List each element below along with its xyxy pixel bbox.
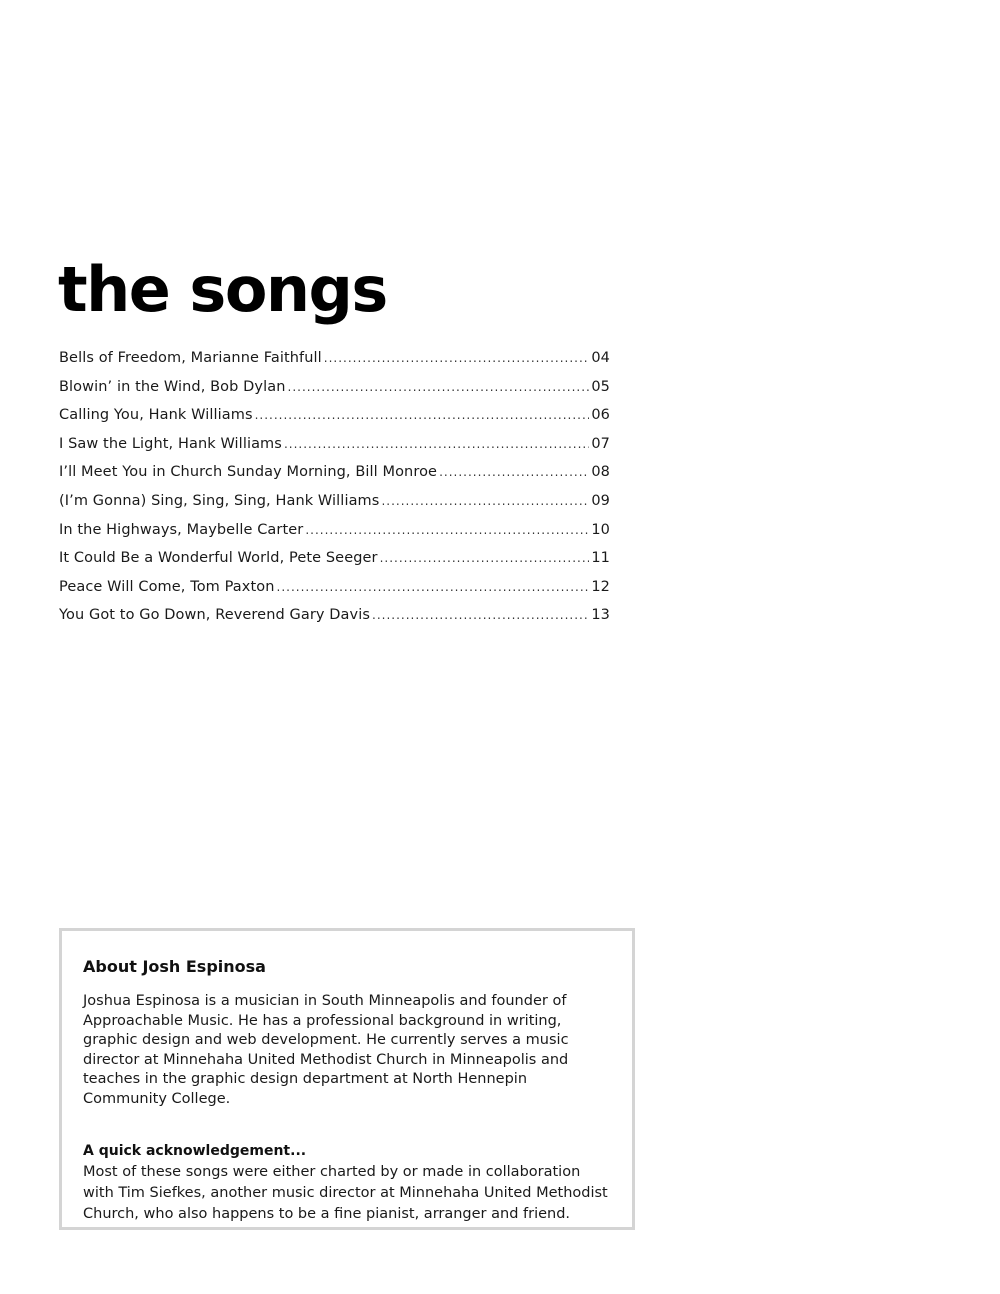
toc-entry[interactable] [59,350,610,379]
toc-entry-title: In the Highways, Maybelle Carter [59,521,304,538]
toc-entry-page: 06 [591,407,610,424]
toc-entry-title: I Saw the Light, Hank Williams [59,435,282,452]
toc-entry[interactable] [59,607,610,636]
acknowledgement-body: Most of these songs were either charted by or made in collaboration with Tim Siefkes, another music director at Minnehaha United Methodist Church, who also happens to be a fine pianist, arranger and friend. [83,1163,608,1222]
toc-entry-title: Bells of Freedom, Marianne Faithfull [59,350,322,366]
table-of-contents [59,350,610,636]
toc-dot-leader [288,380,590,394]
toc-entry[interactable] [59,379,610,408]
toc-dot-leader [255,408,590,422]
toc-entry-page: 07 [591,435,610,452]
about-heading: About Josh Espinosa [83,957,266,976]
toc-dot-leader [372,608,589,622]
toc-dot-leader [439,465,589,479]
toc-entry-page: 05 [591,378,610,395]
toc-dot-leader [324,351,590,365]
toc-entry-page: 12 [591,578,610,595]
toc-entry-title: You Got to Go Down, Reverend Gary Davis [59,607,370,624]
toc-entry[interactable] [59,464,610,493]
page-title: the songs [58,253,387,326]
toc-entry-page: 09 [591,492,610,509]
toc-entry-page: 11 [591,550,610,567]
toc-dot-leader [380,551,590,565]
toc-dot-leader [381,494,589,508]
toc-entry[interactable] [59,550,610,579]
toc-entry-page: 10 [591,521,610,538]
about-box [59,928,635,1230]
toc-entry[interactable] [59,407,610,436]
toc-entry-page: 04 [591,350,610,366]
toc-entry[interactable] [59,579,610,608]
toc-entry-title: Peace Will Come, Tom Paxton [59,578,275,595]
toc-dot-leader [284,437,589,451]
about-body: Joshua Espinosa is a musician in South Minneapolis and founder of Approachable Music. He has a professional background in writing, graphic design and web development. He currently serves a music director at Minnehaha United Methodist Church in Minneapolis and teaches in the graphic design department at North Hennepin Community College. [83,993,569,1107]
acknowledgement-heading: A quick acknowledgement... [83,1142,307,1159]
toc-dot-leader [277,580,590,594]
toc-entry-title: It Could Be a Wonderful World, Pete Seeger [59,550,378,567]
toc-entry-title: I’ll Meet You in Church Sunday Morning, Bill Monroe [59,464,438,481]
toc-entry[interactable] [59,436,610,465]
toc-entry[interactable] [59,493,610,522]
toc-entry-page: 08 [591,464,610,481]
toc-entry-title: Calling You, Hank Williams [59,407,253,424]
toc-entry-page: 13 [591,607,610,624]
toc-entry-title: (I’m Gonna) Sing, Sing, Sing, Hank Williams [59,492,380,509]
toc-dot-leader [305,523,589,537]
toc-entry-title: Blowin’ in the Wind, Bob Dylan [59,378,286,395]
toc-entry[interactable] [59,522,610,551]
